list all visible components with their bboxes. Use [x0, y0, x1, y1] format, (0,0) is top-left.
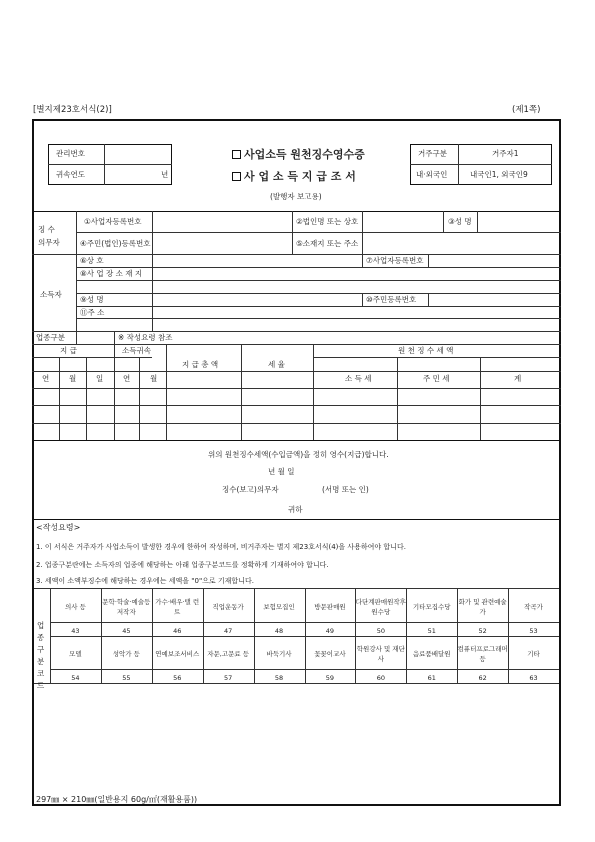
industry-code-r1-8: 52 [478, 626, 487, 635]
industry-code-r2-6: 60 [376, 673, 385, 682]
sub-attr-year: 연 [123, 374, 131, 383]
sub-pay-month: 월 [69, 374, 77, 383]
industry-code-r1-6: 50 [376, 626, 385, 635]
payer-bizno-label: ①사업자등록번호 [84, 217, 142, 226]
industry-name-r2-6: 학원강사 및 재단사 [356, 645, 405, 663]
industry-code-r1-5: 49 [325, 626, 335, 635]
confirm-signature: (서명 또는 인) [322, 485, 369, 494]
industry-name-r1-2: 가수·배우·탤 런 트 [155, 598, 200, 616]
year-label: 귀속연도 [56, 170, 85, 179]
title-payment: 사 업 소 득 지 급 조 서 [232, 171, 356, 182]
industry-name-r1-7: 기타모집수당 [412, 603, 451, 611]
nationality-value: 내국인1, 외국인9 [470, 170, 528, 179]
confirm-payer: 징수(보고)의무자 [222, 485, 279, 494]
subtitle: (발행자 보고용) [270, 192, 322, 201]
industry-name-r1-6: 다단계판매원작후원수당 [355, 598, 406, 616]
earner-company-label: ⑥상 호 [80, 256, 104, 265]
earner-address-label: ⑪주 소 [80, 308, 105, 317]
industry-name-r1-8: 화가 및 관련예술가 [458, 598, 507, 616]
col-tax-rate: 세 율 [268, 360, 285, 369]
page-number: (제1쪽) [512, 105, 541, 115]
industry-label: 업종구분 [36, 333, 65, 342]
industry-note: ※ 작성요령 참조 [118, 333, 173, 342]
col-pay-date: 지 급 [60, 346, 77, 355]
title-withholding: 사업소득 원천징수영수증 [232, 149, 365, 160]
industry-name-r2-2: 연예보조서비스 [155, 650, 200, 658]
checkbox-payment[interactable] [232, 172, 241, 181]
industry-code-r2-0: 54 [71, 673, 80, 682]
guide-item-3: 3. 세액이 소액부징수에 해당하는 경우에는 세액을 "0"으로 기재합니다. [36, 577, 254, 585]
checkbox-withholding[interactable] [232, 150, 241, 159]
industry-code-r2-2: 56 [173, 673, 182, 682]
industry-code-r1-3: 47 [223, 626, 233, 635]
payer-name-label: ③성 명 [448, 217, 472, 226]
paper-spec: 297㎜ × 210㎜(일반용지 60g/㎡(재활용품)) [36, 795, 198, 804]
industry-code-r2-8: 62 [478, 673, 487, 682]
sub-income-tax: 소 득 세 [345, 374, 372, 383]
earner-label: 소득자 [40, 290, 62, 299]
industry-code-r2-5: 59 [325, 673, 335, 682]
industry-name-r1-3: 직업운동가 [212, 603, 244, 611]
industry-name-r1-0: 의사 등 [64, 603, 86, 611]
industry-name-r1-5: 방문판매원 [314, 603, 346, 611]
industry-name-r2-7: 음료품배달원 [412, 650, 451, 658]
industry-name-r1-1: 문학·학술·예술등 저작자 [102, 598, 151, 616]
industry-code-r2-1: 55 [122, 673, 131, 682]
industry-name-r2-1: 성악가 등 [112, 650, 140, 658]
industry-name-r2-8: 컴퓨터프로그래머 등 [457, 645, 508, 663]
sub-pay-year: 연 [42, 374, 50, 383]
industry-code-r1-2: 46 [173, 626, 182, 635]
earner-bizno-label: ⑦사업자등록번호 [366, 256, 424, 265]
mgmt-no-label: 관리번호 [56, 149, 85, 158]
industry-code-r2-9: 63 [529, 673, 538, 682]
industry-name-r2-0: 모델 [69, 650, 82, 658]
confirm-statement: 위의 원천징수세액(수입금액)을 정히 영수(지급)합니다. [208, 450, 389, 459]
earner-regno-label: ⑩주민등록번호 [366, 295, 417, 304]
industry-code-r1-9: 53 [529, 626, 538, 635]
industry-code-r1-0: 43 [71, 626, 80, 635]
industry-code-r1-7: 51 [427, 626, 436, 635]
industry-name-r2-4: 바둑기사 [266, 650, 292, 658]
earner-name-label: ⑨성 명 [80, 295, 104, 304]
sub-attr-month: 월 [150, 374, 158, 383]
code-side-label: 업종 구분 코드 [37, 621, 45, 690]
col-withholding-tax: 원 천 징 수 세 액 [398, 346, 454, 355]
payer-label: 징 수 의무자 [38, 225, 60, 247]
sub-total: 계 [514, 374, 522, 383]
payer-regno-label: ④주민(법인)등록번호 [80, 239, 151, 248]
industry-name-r2-3: 자문,고문료 등 [207, 650, 250, 658]
industry-code-r1-1: 45 [122, 626, 131, 635]
nationality-label: 내·외국인 [416, 170, 448, 179]
form-number: [별지제23호서식(2)] [33, 105, 112, 115]
industry-name-r2-9: 기타 [527, 650, 540, 658]
industry-name-r1-9: 작곡가 [524, 603, 543, 611]
col-attribution: 소득귀속 [122, 346, 151, 355]
payer-company-label: ②법인명 또는 상호 [296, 217, 359, 226]
payer-address-label: ⑤소재지 또는 주소 [296, 239, 359, 248]
guide-item-1: 1. 이 서식은 거주자가 사업소득이 발생한 경우에 한하여 작성하며, 비거주자는 별지 제23호서식(4)을 사용하여야 합니다. [36, 543, 406, 551]
industry-code-table [34, 588, 559, 780]
confirm-date: 년 월 일 [268, 467, 295, 476]
industry-name-r2-5: 꽃꽂이교사 [314, 650, 346, 658]
earner-bizaddr-label: ⑧사 업 장 소 재 지 [80, 269, 143, 278]
col-pay-amount: 지 급 총 액 [182, 360, 219, 369]
sub-pay-day: 일 [96, 374, 104, 383]
guide-item-2: 2. 업종구분란에는 소득자의 업종에 해당하는 아래 업종구분코드를 정확하게 기재하여야 합니다. [36, 561, 329, 569]
sub-resident-tax: 주 민 세 [423, 374, 450, 383]
guide-title: <작성요령> [36, 523, 81, 532]
industry-code-r1-4: 48 [274, 626, 284, 635]
residency-label: 거주구분 [418, 149, 447, 158]
residency-value: 거주자1 [492, 149, 519, 158]
industry-name-r1-4: 보험모집인 [263, 603, 295, 611]
confirm-recipient: 귀하 [288, 505, 303, 514]
industry-code-r2-7: 61 [427, 673, 436, 682]
industry-code-r2-3: 57 [223, 673, 233, 682]
year-unit: 년 [161, 170, 169, 179]
industry-code-r2-4: 58 [274, 673, 284, 682]
